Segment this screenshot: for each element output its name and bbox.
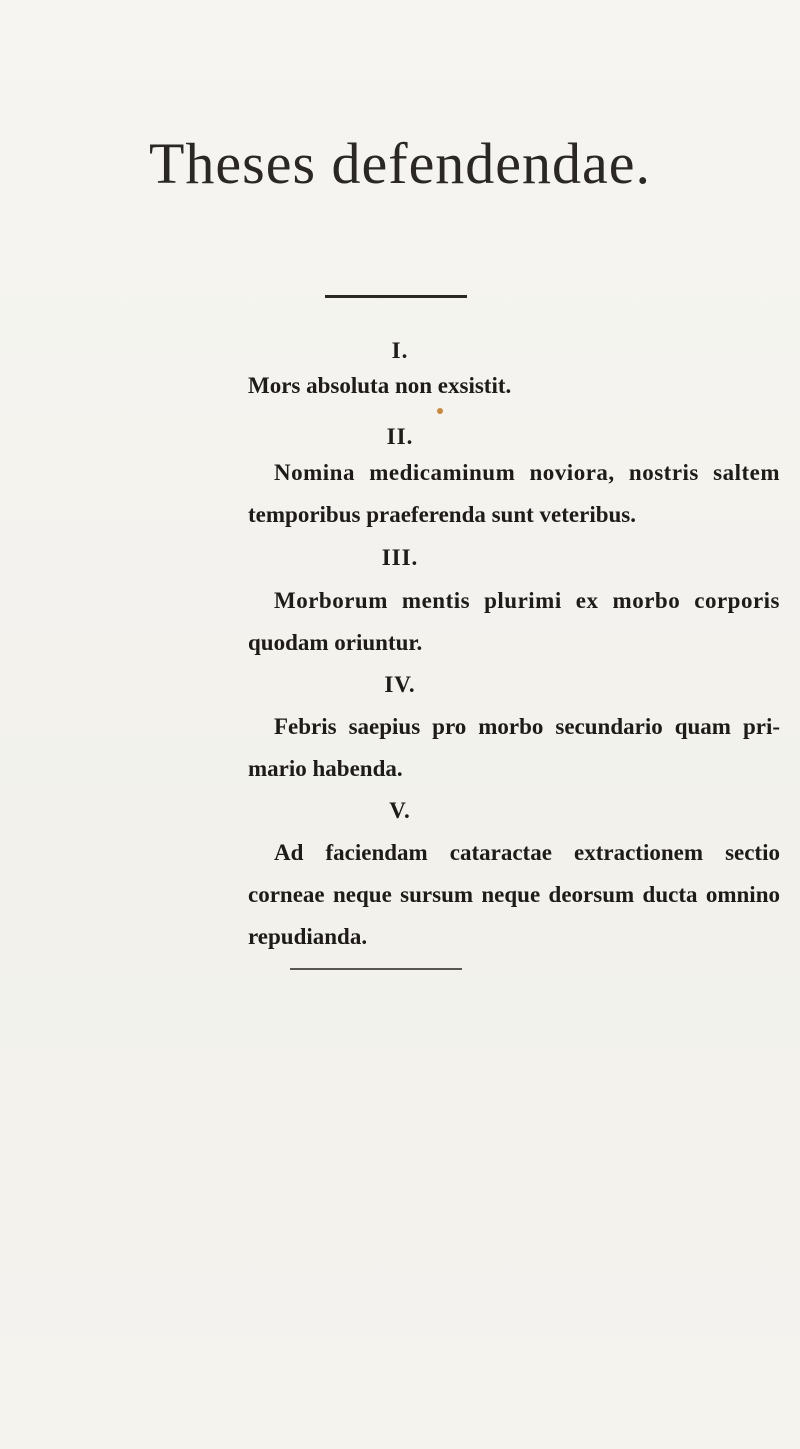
thesis-4-line-1: Febris saepius pro morbo secundario quam pri- [274, 714, 780, 739]
thesis-1-line-1: Mors absoluta non exsistit. [248, 373, 512, 398]
thesis-numeral-5: V. [389, 798, 411, 823]
thesis-numeral-1: I. [391, 338, 409, 363]
title-divider [325, 295, 467, 298]
thesis-2-line-1: Nomina medicaminum noviora, nostris saltem [274, 460, 780, 485]
thesis-numeral-2: II. [386, 424, 414, 449]
thesis-numeral-4: IV. [384, 672, 416, 697]
ink-speck [437, 408, 443, 414]
thesis-5-line-1: Ad faciendam cataractae extractionem sectio [274, 840, 780, 865]
thesis-5-line-2: corneae neque sursum neque deorsum ducta omnino [248, 882, 780, 907]
closing-divider [290, 968, 462, 970]
thesis-4-line-2: mario habenda. [248, 756, 403, 781]
page-title: Theses defendendae. [148, 131, 652, 196]
thesis-5-line-3: repudianda. [248, 924, 368, 949]
thesis-2-line-2: temporibus praeferenda sunt veteribus. [248, 502, 637, 527]
thesis-numeral-3: III. [381, 545, 419, 570]
thesis-3-line-2: quodam oriuntur. [248, 630, 423, 655]
thesis-3-line-1: Morborum mentis plurimi ex morbo corporis [274, 588, 780, 613]
